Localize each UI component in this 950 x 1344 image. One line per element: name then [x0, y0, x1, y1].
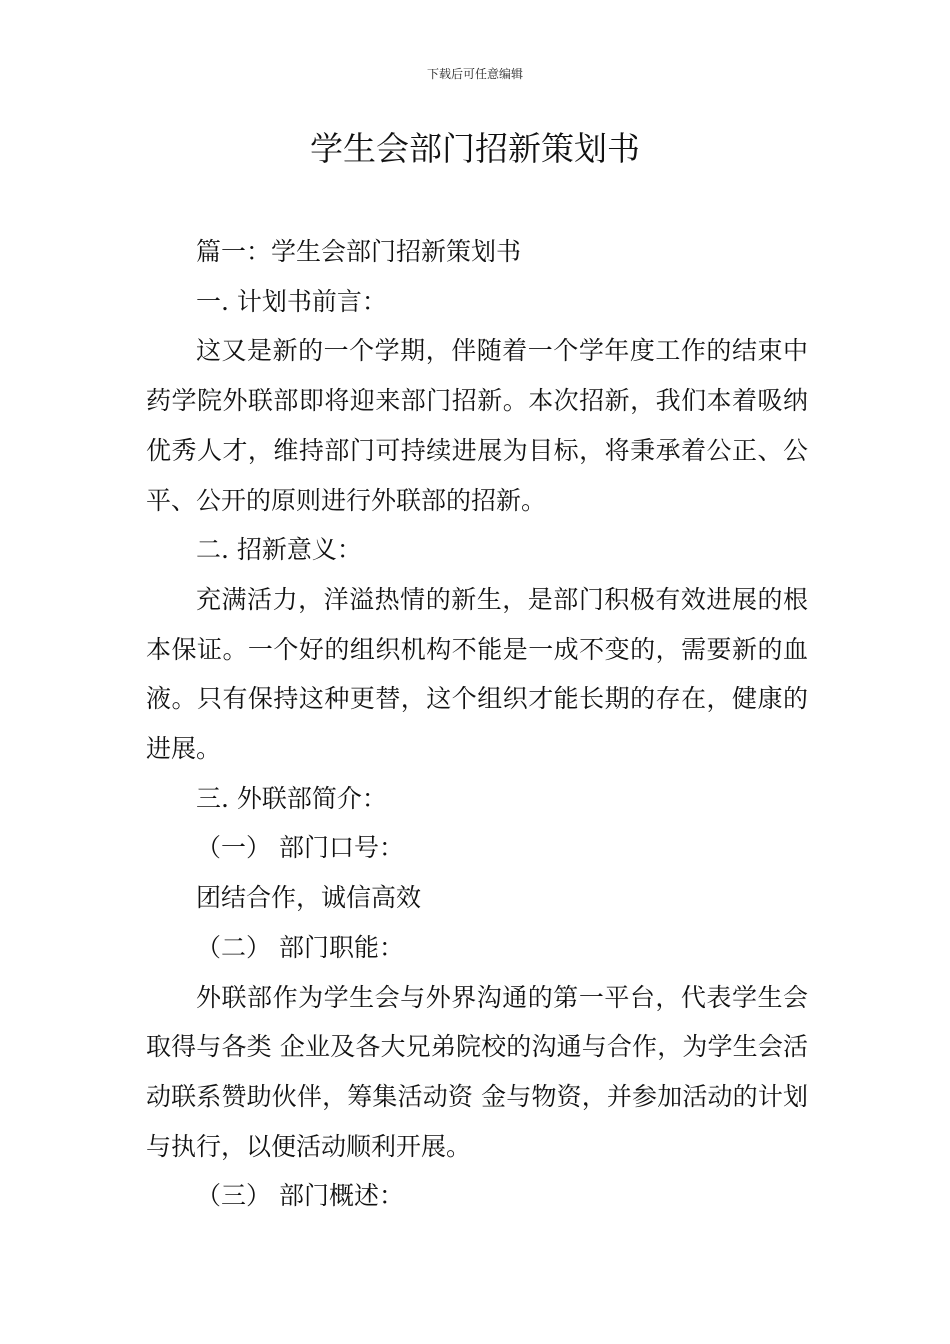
header-note: 下载后可任意编辑: [426, 67, 523, 81]
section-1-heading: 一. 计划书前言：: [196, 286, 387, 316]
section-3-heading: 三. 外联部简介：: [196, 783, 387, 813]
section-1-paragraph: 这又是新的一个学期，伴随着一个学年度工作的结束中药学院外联部即将迎来部门招新。本次招新，我们本着吸纳优秀人才，维持部门可持续进展为目标，将秉承着公正、公平、公开的原则进行外联部的招新。: [146, 336, 808, 515]
document-title: 学生会部门招新策划书: [310, 129, 640, 168]
subsection-2-heading: （二） 部门职能：: [196, 932, 404, 962]
chapter-heading: 篇一：学生会部门招新策划书: [196, 237, 522, 266]
document-body: [146, 227, 808, 1221]
subsection-1-heading: （一） 部门口号：: [196, 833, 404, 863]
section-2-paragraph: 充满活力，洋溢热情的新生，是部门积极有效进展的根本保证。一个好的组织机构不能是一成不变的，需要新的血液。只有保持这种更替，这个组织才能长期的存在，健康的进展。: [146, 584, 808, 764]
subsection-2-paragraph: 外联部作为学生会与外界沟通的第一平台，代表学生会取得与各类 企业及各大兄弟院校的沟通与合作，为学生会活动联系赞助伙伴，筹集活动资 金与物资，并参加活动的计划与执行，以便活动顺利开展。: [146, 982, 808, 1161]
section-2-heading: 二. 招新意义：: [196, 535, 362, 565]
subsection-1-text: 团结合作，诚信高效: [196, 883, 422, 913]
subsection-3-heading: （三） 部门概述：: [196, 1181, 404, 1211]
